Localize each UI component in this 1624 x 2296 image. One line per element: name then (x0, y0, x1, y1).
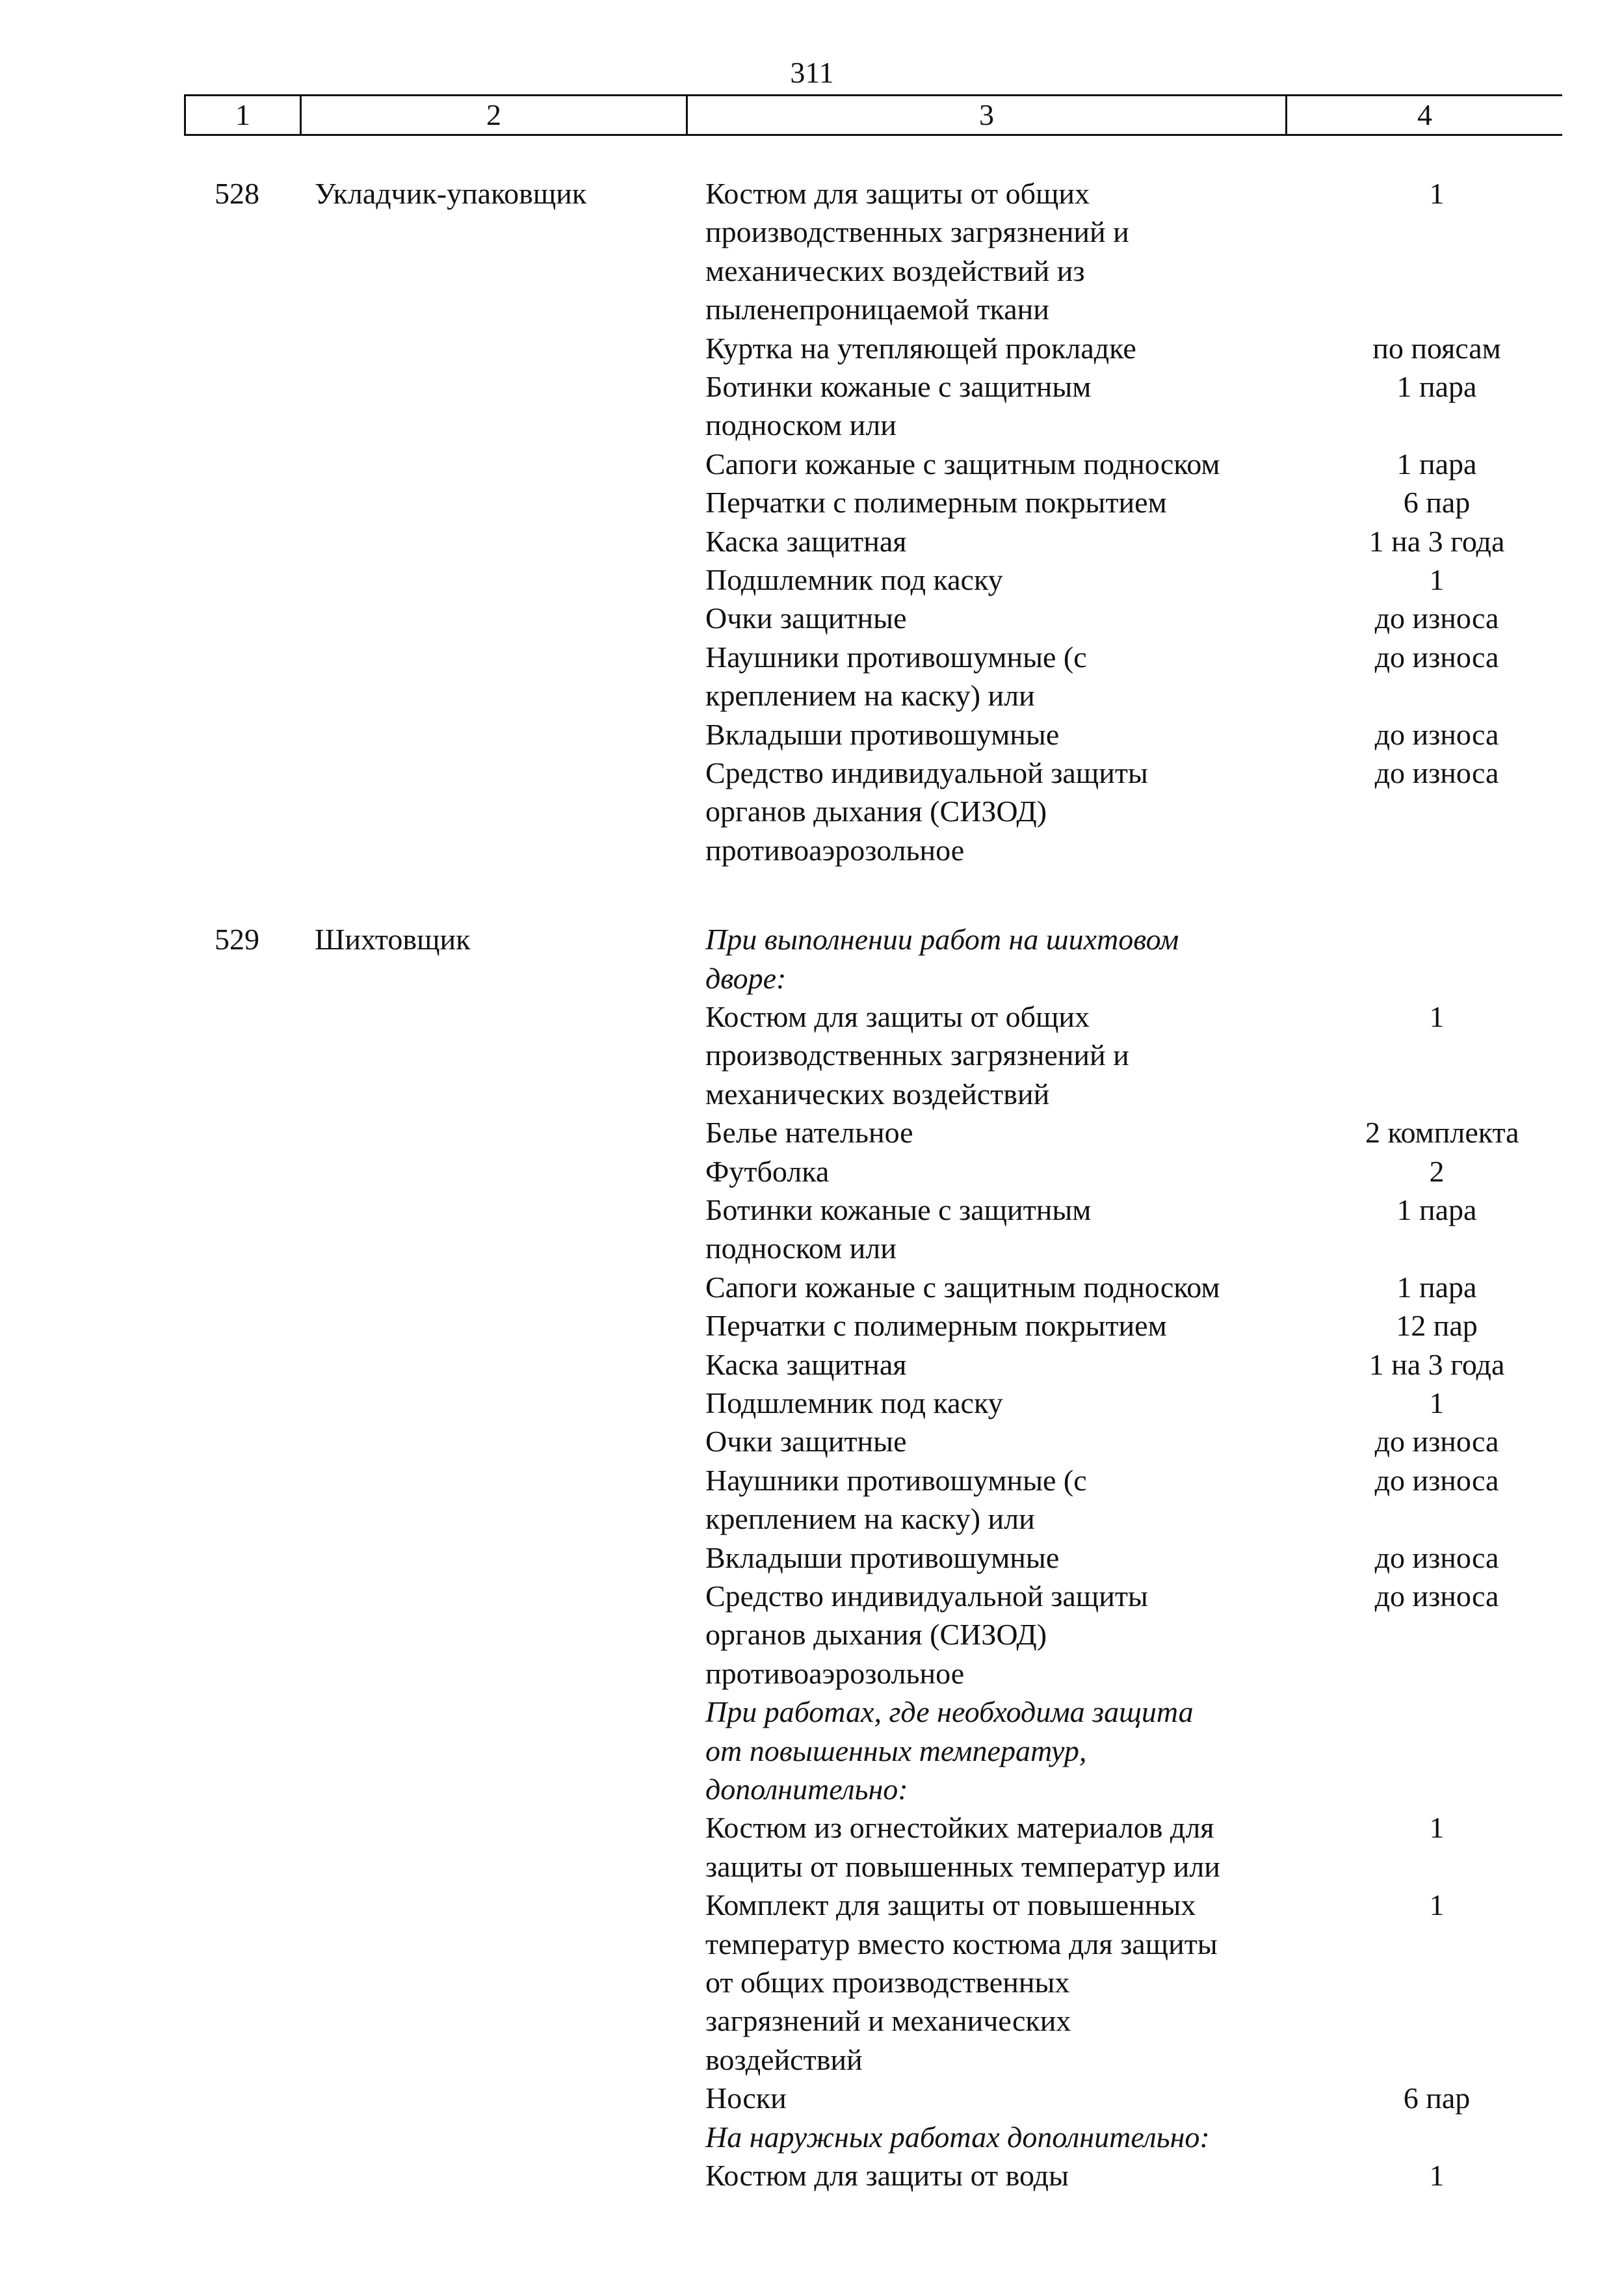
table-row (0, 1577, 1624, 1616)
ppe-item: производственных загрязнений и (705, 1038, 1129, 1072)
ppe-quantity: до износа (1374, 1541, 1499, 1574)
ppe-item: противоаэрозольное (705, 834, 965, 867)
table-row (0, 1384, 1624, 1423)
ppe-quantity: до износа (1374, 756, 1499, 789)
ppe-item: Ботинки кожаные с защитным (705, 1193, 1092, 1226)
table-row (0, 959, 1624, 998)
table-row (0, 1268, 1624, 1307)
table-row (0, 174, 1624, 213)
table-row (0, 715, 1624, 754)
table-row (0, 638, 1624, 677)
ppe-item: На наружных работах дополнительно: (705, 2120, 1210, 2154)
ppe-item: производственных загрязнений и (705, 215, 1129, 248)
ppe-item: При работах, где необходима защита (705, 1695, 1194, 1728)
table-row (0, 522, 1624, 561)
ppe-item: подноском или (705, 1232, 897, 1265)
table-row (0, 406, 1624, 445)
page-number: 311 (790, 56, 834, 89)
table-row (0, 1306, 1624, 1345)
ppe-quantity: 6 пар (1403, 486, 1471, 519)
ppe-quantity: 1 (1429, 2159, 1445, 2192)
ppe-quantity: до износа (1374, 1579, 1499, 1613)
ppe-item: Перчатки с полимерным покрытием (705, 486, 1167, 519)
table-row (0, 1925, 1624, 1964)
ppe-item: подноском или (705, 408, 897, 442)
ppe-quantity: 1 пара (1396, 1193, 1477, 1226)
ppe-item: Ботинки кожаные с защитным (705, 370, 1092, 403)
ppe-quantity: до износа (1374, 640, 1499, 674)
table-row (0, 1152, 1624, 1191)
ppe-item: Куртка на утепляющей прокладке (705, 332, 1136, 365)
table-row (0, 1808, 1624, 1847)
table-row (0, 1422, 1624, 1461)
ppe-item: Носки (705, 2081, 787, 2115)
ppe-quantity: до износа (1374, 718, 1499, 751)
ppe-quantity: по поясам (1372, 332, 1501, 365)
column-header-1: 1 (184, 96, 300, 134)
ppe-quantity: 12 пар (1396, 1309, 1478, 1342)
ppe-item: Очки защитные (705, 601, 907, 635)
table-row (0, 754, 1624, 793)
table-row (0, 1075, 1624, 1114)
ppe-quantity: до износа (1374, 601, 1499, 635)
ppe-quantity: 1 (1429, 1000, 1445, 1033)
row-number: 528 (215, 177, 259, 210)
profession-name: Шихтовщик (315, 923, 471, 956)
column-header-2: 2 (300, 96, 686, 134)
table-row (0, 213, 1624, 252)
ppe-item: Комплект для защиты от повышенных (705, 1888, 1196, 1921)
ppe-item: Каска защитная (705, 525, 907, 558)
table-row (0, 1615, 1624, 1654)
ppe-quantity: 1 пара (1396, 370, 1477, 403)
table-row (0, 1229, 1624, 1268)
table-row (0, 561, 1624, 600)
table-row (0, 1113, 1624, 1152)
table-row (0, 599, 1624, 638)
ppe-quantity: 1 (1429, 1386, 1445, 1419)
table-row (0, 831, 1624, 870)
ppe-quantity: 2 (1429, 1155, 1445, 1188)
ppe-item: Перчатки с полимерным покрытием (705, 1309, 1167, 1342)
table-row (0, 1770, 1624, 1809)
ppe-item: пыленепроницаемой ткани (705, 293, 1049, 326)
ppe-item: Сапоги кожаные с защитным подноском (705, 447, 1220, 481)
table-row (0, 252, 1624, 291)
ppe-item: При выполнении работ на шихтовом (705, 923, 1179, 956)
ppe-item: креплением на каску) или (705, 1502, 1035, 1535)
ppe-item: Костюм для защиты от общих (705, 1000, 1090, 1033)
table-row (0, 1886, 1624, 1925)
column-header-4: 4 (1285, 96, 1562, 134)
ppe-item: воздействий (705, 2043, 863, 2076)
ppe-item: Сапоги кожаные с защитным подноском (705, 1271, 1220, 1304)
table-row (0, 1345, 1624, 1384)
table-row (0, 1461, 1624, 1500)
table-row (0, 1036, 1624, 1075)
table-row (0, 997, 1624, 1036)
table-row (0, 676, 1624, 715)
table-row (0, 2156, 1624, 2195)
table-row (0, 1654, 1624, 1693)
table-row (0, 2040, 1624, 2079)
ppe-item: температур вместо костюма для защиты (705, 1927, 1218, 1960)
table-row (0, 2001, 1624, 2040)
table-row (0, 1538, 1624, 1577)
table-row (0, 290, 1624, 329)
ppe-item: защиты от повышенных температур или (705, 1850, 1220, 1883)
ppe-item: Белье нательное (705, 1116, 913, 1149)
ppe-quantity: 1 пара (1396, 1271, 1477, 1304)
ppe-item: Вкладыши противошумные (705, 1541, 1060, 1574)
ppe-item: дворе: (705, 962, 787, 995)
ppe-quantity: 1 на 3 года (1369, 1348, 1505, 1381)
table-row (0, 2118, 1624, 2157)
ppe-quantity: 1 (1429, 1811, 1445, 1844)
ppe-item: механических воздействий из (705, 254, 1085, 287)
ppe-item: Футболка (705, 1155, 830, 1188)
column-header-3: 3 (686, 96, 1285, 134)
ppe-item: органов дыхания (СИЗОД) (705, 795, 1047, 828)
ppe-item: Наушники противошумные (с (705, 640, 1087, 674)
table-row (0, 1191, 1624, 1230)
ppe-quantity: до износа (1374, 1425, 1499, 1458)
ppe-item: креплением на каску) или (705, 679, 1035, 712)
ppe-quantity: 6 пар (1403, 2081, 1471, 2115)
ppe-item: загрязнений и механических (705, 2004, 1071, 2037)
row-number: 529 (215, 923, 259, 956)
ppe-quantity: 1 (1429, 1888, 1445, 1921)
column-header-row (184, 94, 1562, 136)
table-row (0, 1693, 1624, 1732)
table-row (0, 920, 1624, 959)
ppe-item: Очки защитные (705, 1425, 907, 1458)
table-row (0, 2079, 1624, 2118)
ppe-item: Средство индивидуальной защиты (705, 1579, 1148, 1613)
ppe-item: органов дыхания (СИЗОД) (705, 1618, 1047, 1651)
ppe-item: противоаэрозольное (705, 1657, 965, 1690)
table-row (0, 329, 1624, 368)
table-row (0, 792, 1624, 831)
table-row (0, 1963, 1624, 2002)
ppe-item: Костюм для защиты от воды (705, 2159, 1069, 2192)
table-row (0, 1847, 1624, 1886)
table-row (0, 1732, 1624, 1771)
table-row (0, 367, 1624, 406)
ppe-quantity: 1 на 3 года (1369, 525, 1505, 558)
ppe-item: механических воздействий (705, 1077, 1050, 1111)
ppe-item: дополнительно: (705, 1773, 908, 1806)
ppe-quantity: 1 пара (1396, 447, 1477, 481)
ppe-quantity: до износа (1374, 1464, 1499, 1497)
ppe-item: Вкладыши противошумные (705, 718, 1060, 751)
table-row (0, 1499, 1624, 1538)
ppe-quantity: 1 (1429, 177, 1445, 210)
ppe-quantity: 2 комплекта (1365, 1116, 1519, 1149)
ppe-item: Наушники противошумные (с (705, 1464, 1087, 1497)
ppe-item: Костюм из огнестойких материалов для (705, 1811, 1214, 1844)
ppe-item: Средство индивидуальной защиты (705, 756, 1148, 789)
ppe-item: Каска защитная (705, 1348, 907, 1381)
ppe-item: Костюм для защиты от общих (705, 177, 1090, 210)
table-row (0, 483, 1624, 522)
ppe-item: Подшлемник под каску (705, 563, 1003, 596)
ppe-item: от общих производственных (705, 1966, 1070, 1999)
table-row (0, 445, 1624, 484)
ppe-item: Подшлемник под каску (705, 1386, 1003, 1419)
ppe-quantity: 1 (1429, 563, 1445, 596)
profession-name: Укладчик-упаковщик (315, 177, 587, 210)
ppe-item: от повышенных температур, (705, 1734, 1087, 1767)
